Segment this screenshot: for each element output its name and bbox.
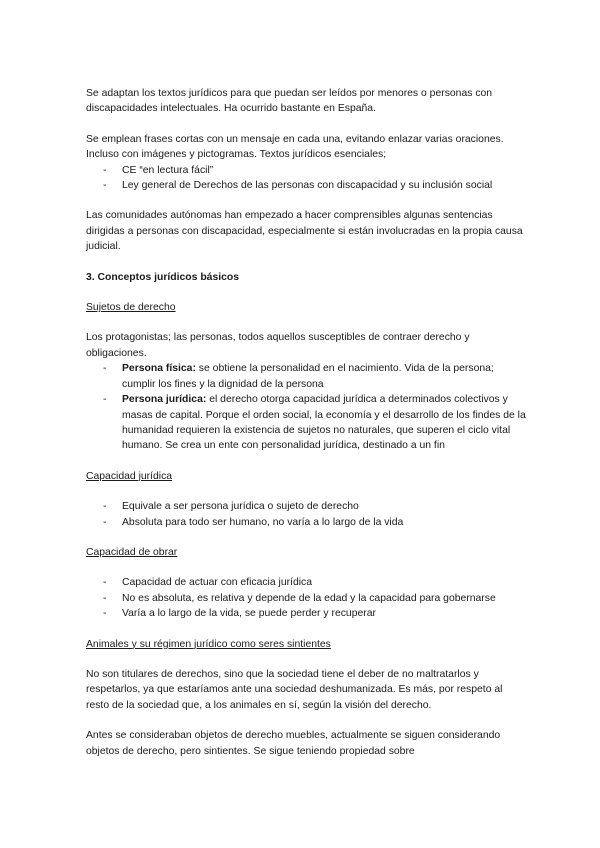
animales-paragraph-2: Antes se consideraban objetos de derecho muebles, actualmente se siguen considerando objetos de derecho, pero sintientes. Se sigue teniendo propiedad sobre xyxy=(86,730,501,757)
list-item: - Ley general de Derechos de las personas con discapacidad y su inclusión social xyxy=(86,178,526,193)
list-item xyxy=(86,361,526,392)
subheading-sujetos: Sujetos de derecho xyxy=(86,302,176,314)
capacidad-obrar-list xyxy=(86,575,526,621)
intro-paragraph-1: Se adaptan los textos jurídicos para que puedan ser leídos por menores o personas con discapacidades intelectuales. Ha ocurrido bastante en España. xyxy=(86,88,493,115)
subheading-animales: Animales y su régimen jurídico como seres sintientes xyxy=(86,638,331,650)
term-description: el derecho otorga capacidad jurídica a determinados colectivos y masas de capital. Porque el orden social, la economía y el desarrollo de los findes de la humanidad requieren la existencia de sujetos no naturales, que superen el ciclo vital humano. Se crea un ente con personalidad jurídica, destinado a un fin xyxy=(122,394,526,452)
list-item: - CE “en lectura fácil” xyxy=(86,163,526,178)
document-body xyxy=(86,86,526,759)
animales-paragraph-1: No son titulares de derechos, sino que la sociedad tiene el deber de no maltratarlos y respetarlos, ya que estaríamos ante una sociedad deshumanizada. Es más, por respeto al resto de la sociedad que, a los animales en sí, según la visión del derecho. xyxy=(86,668,503,711)
term-label: Persona física: xyxy=(122,363,196,375)
intro-paragraph-2: Se emplean frases cortas con un mensaje en cada una, evitando enlazar varias oraciones. Incluso con imágenes y pictogramas. Textos jurídicos esenciales; xyxy=(86,133,504,161)
subheading-capacidad-obrar: Capacidad de obrar xyxy=(86,546,178,558)
section-heading: 3. Conceptos jurídicos básicos xyxy=(86,271,240,283)
capacidad-juridica-list xyxy=(86,499,526,530)
essential-texts-list xyxy=(86,163,526,194)
intro-paragraph-3: Las comunidades autónomas han empezado a hacer comprensibles algunas sentencias dirigidas a personas con discapacidad, especialmente si están involucradas en la propia causa judicial. xyxy=(86,210,523,253)
sujetos-list xyxy=(86,361,526,453)
term-label: Persona jurídica: xyxy=(122,394,207,406)
term-description: se obtiene la personalidad en el nacimiento. Vida de la persona; cumplir los fines y la dignidad de la persona xyxy=(122,363,494,390)
list-item: - Absoluta para todo ser humano, no varía a lo largo de la vida xyxy=(86,515,526,530)
list-item: - Equivale a ser persona jurídica o sujeto de derecho xyxy=(86,499,526,514)
subheading-capacidad-juridica: Capacidad jurídica xyxy=(86,470,173,482)
list-item xyxy=(86,392,526,454)
list-item: - Varía a lo largo de la vida, se puede perder y recuperar xyxy=(86,606,526,621)
list-item: - No es absoluta, es relativa y depende de la edad y la capacidad para gobernarse xyxy=(86,591,526,606)
sujetos-intro: Los protagonistas; las personas, todos aquellos susceptibles de contraer derecho y obligaciones. xyxy=(86,332,470,359)
list-item: - Capacidad de actuar con eficacia jurídica xyxy=(86,575,526,590)
